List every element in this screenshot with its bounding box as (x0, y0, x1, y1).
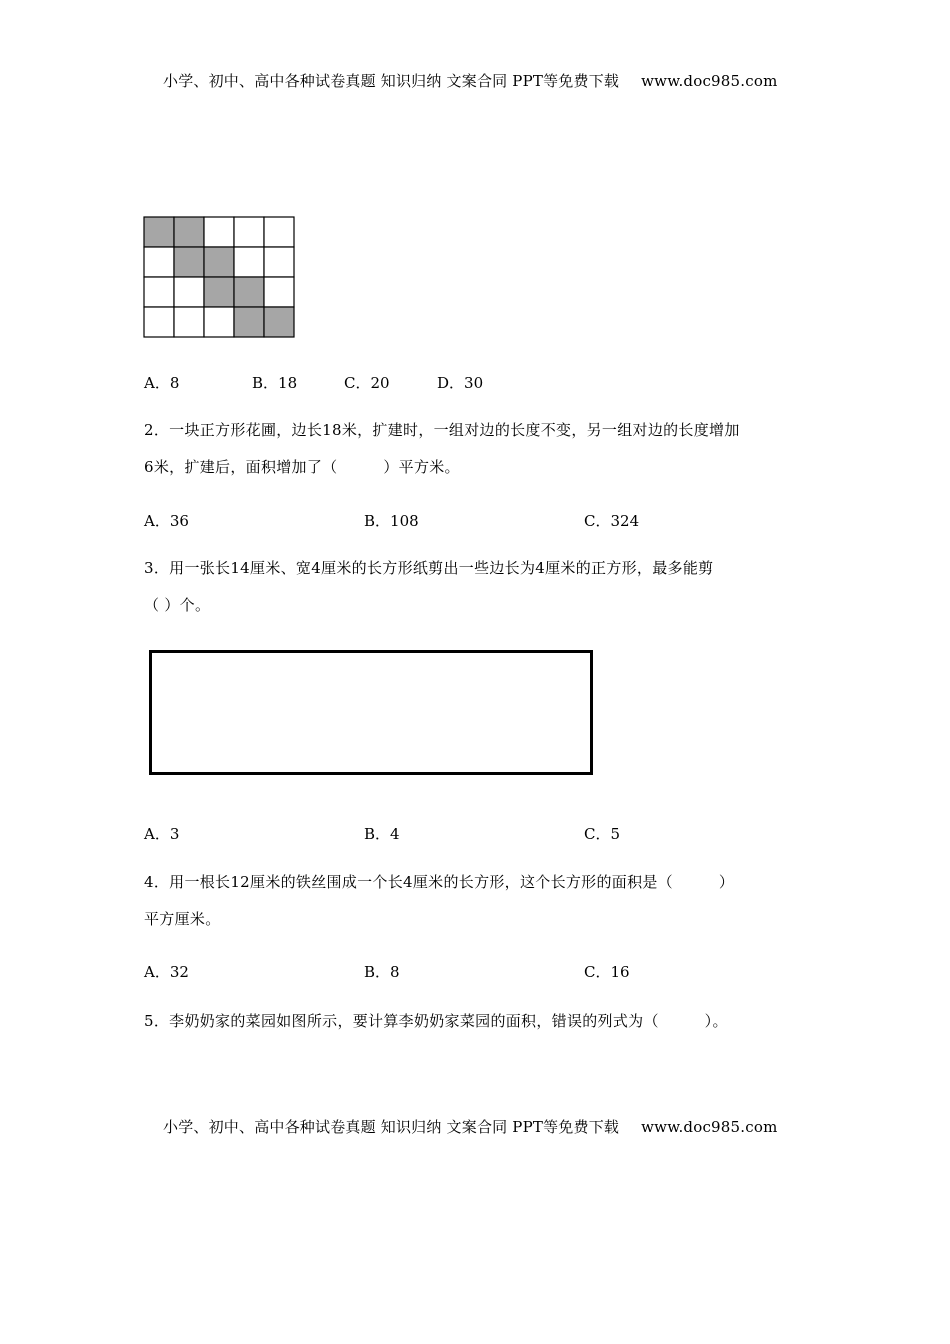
grid-cell (174, 307, 204, 337)
q2-stem (144, 412, 740, 486)
q2-option-a[interactable]: A．36 (144, 512, 189, 530)
footer-url[interactable]: www.doc985.com (641, 1118, 778, 1136)
q1-option-c[interactable]: C．20 (344, 374, 390, 392)
page-header (163, 70, 778, 91)
grid-cell-shaded (264, 307, 294, 337)
q4-line1: 4．用一根长12厘米的铁丝围成一个长4厘米的长方形，这个长方形的面积是（ ） (144, 873, 735, 891)
grid-cell (204, 307, 234, 337)
q3-option-a[interactable]: A．3 (144, 825, 180, 843)
grid-cell-shaded (174, 247, 204, 277)
header-url[interactable]: www.doc985.com (641, 72, 778, 90)
footer-text: 小学、初中、高中各种试卷真题 知识归纳 文案合同 PPT等免费下载 (163, 1118, 620, 1136)
q5-line1: 5．李奶奶家的菜园如图所示，要计算李奶奶家菜园的面积，错误的列式为（ ）。 (144, 1012, 728, 1030)
q1-option-d[interactable]: D．30 (437, 374, 484, 392)
page-footer (163, 1116, 778, 1137)
q2-option-c[interactable]: C．324 (584, 512, 640, 530)
q3-line2: （ ）个。 (144, 596, 211, 614)
q4-stem (144, 864, 734, 938)
grid-cell (264, 277, 294, 307)
grid-cell-shaded (234, 277, 264, 307)
grid-cell (204, 217, 234, 247)
grid-cell (264, 247, 294, 277)
grid-cell-shaded (174, 217, 204, 247)
q1-option-b[interactable]: B．18 (252, 374, 298, 392)
q1-option-a[interactable]: A．8 (144, 374, 180, 392)
q2-line2: 6米，扩建后，面积增加了（ ）平方米。 (144, 458, 460, 476)
q2-option-b[interactable]: B．108 (364, 512, 419, 530)
q2-line1: 2．一块正方形花圃，边长18米，扩建时，一组对边的长度不变，另一组对边的长度增加 (144, 421, 740, 439)
q3-rectangle-figure (149, 650, 593, 775)
grid-cell (144, 307, 174, 337)
q3-stem (144, 550, 713, 624)
grid-cell (234, 247, 264, 277)
grid-cell (174, 277, 204, 307)
grid-cell-shaded (144, 217, 174, 247)
q5-stem (144, 1003, 728, 1040)
grid-cell-shaded (204, 277, 234, 307)
q3-line1: 3．用一张长14厘米、宽4厘米的长方形纸剪出一些边长为4厘米的正方形，最多能剪 (144, 559, 714, 577)
q4-line2: 平方厘米。 (144, 910, 221, 928)
grid-cell (144, 247, 174, 277)
q3-option-c[interactable]: C．5 (584, 825, 621, 843)
q4-option-a[interactable]: A．32 (144, 963, 189, 981)
q3-option-b[interactable]: B．4 (364, 825, 400, 843)
grid-cell-shaded (234, 307, 264, 337)
q1-grid-figure (143, 216, 295, 338)
q4-option-b[interactable]: B．8 (364, 963, 400, 981)
q4-option-c[interactable]: C．16 (584, 963, 630, 981)
header-text: 小学、初中、高中各种试卷真题 知识归纳 文案合同 PPT等免费下载 (163, 72, 620, 90)
grid-cell (264, 217, 294, 247)
grid-cell-shaded (204, 247, 234, 277)
grid-cell (144, 277, 174, 307)
grid-cell (234, 217, 264, 247)
